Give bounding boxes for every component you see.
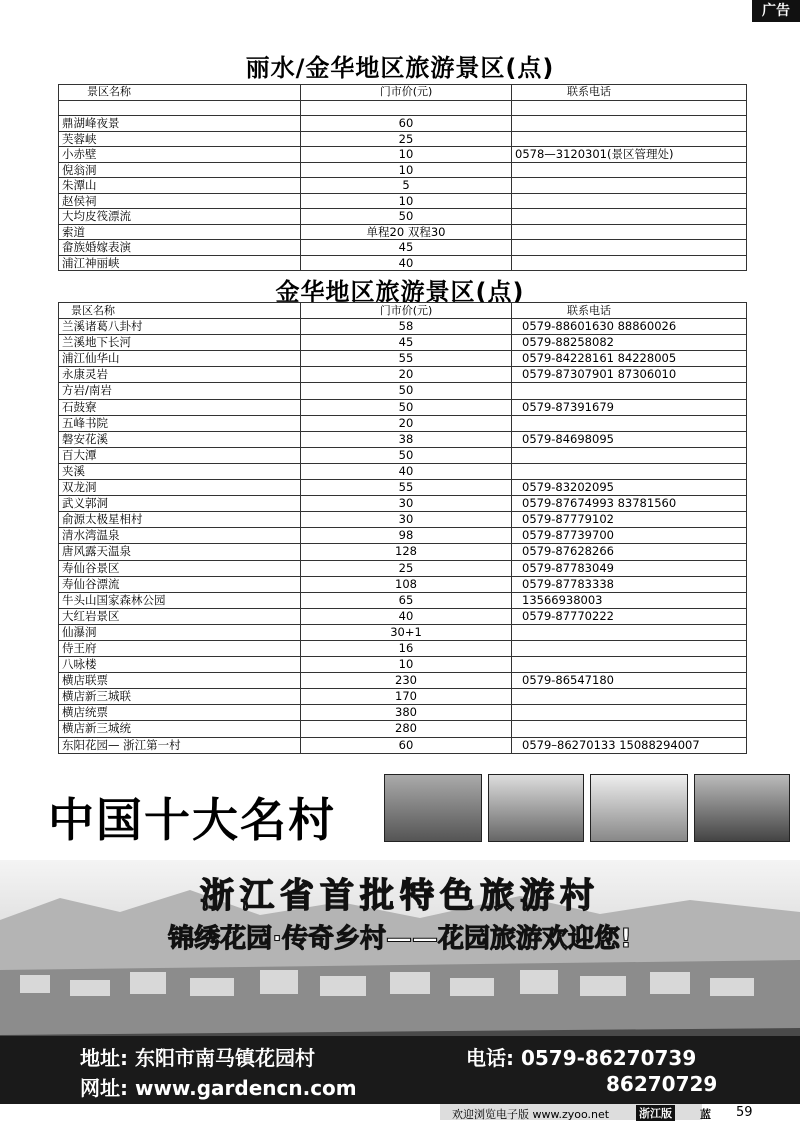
table-row — [59, 657, 747, 673]
lishui-table — [58, 84, 747, 271]
phone-cell — [512, 383, 747, 399]
table-row — [59, 335, 747, 351]
table-row — [59, 383, 747, 399]
phone-number-secondary: 86270729 — [606, 1072, 718, 1096]
ad-contact-bar — [0, 1036, 800, 1104]
phone-cell — [512, 463, 747, 479]
phone-cell: 13566938003 — [512, 592, 747, 608]
phone-cell — [512, 224, 747, 240]
address-label: 地址: — [80, 1046, 128, 1070]
scenic-name-cell: 武义郭洞 — [59, 496, 301, 512]
scenic-name-cell: 寿仙谷景区 — [59, 560, 301, 576]
scenic-name-cell: 索道 — [59, 224, 301, 240]
table-row — [59, 351, 747, 367]
price-cell: 98 — [301, 528, 512, 544]
scenic-name-cell: 鼎湖峰夜景 — [59, 116, 301, 132]
phone-cell — [512, 689, 747, 705]
phone-cell: 0579-87739700 — [512, 528, 747, 544]
scenic-name-cell: 方岩/南岩 — [59, 383, 301, 399]
ad-corner-tag: 广告 — [752, 0, 800, 22]
table-row — [59, 512, 747, 528]
price-cell: 38 — [301, 431, 512, 447]
price-cell: 170 — [301, 689, 512, 705]
phone-cell: 0579-88601630 88860026 — [512, 319, 747, 335]
scenic-name-cell: 浦江神丽峡 — [59, 255, 301, 271]
scenic-name-cell: 横店统票 — [59, 705, 301, 721]
phone-cell — [512, 705, 747, 721]
price-cell: 58 — [301, 319, 512, 335]
price-cell: 60 — [301, 116, 512, 132]
col-header-price: 门市价(元) — [301, 303, 512, 319]
footer-edition: 浙江版 — [636, 1105, 675, 1121]
phone-cell — [512, 415, 747, 431]
table-row — [59, 240, 747, 256]
price-cell: 10 — [301, 193, 512, 209]
price-cell: 25 — [301, 131, 512, 147]
phone-cell — [512, 100, 747, 116]
phone-cell — [512, 721, 747, 737]
table-row — [59, 399, 747, 415]
photo-boats — [488, 774, 584, 842]
price-cell: 30 — [301, 512, 512, 528]
price-cell: 45 — [301, 240, 512, 256]
col-header-name: 景区名称 — [59, 303, 301, 319]
table-row — [59, 131, 747, 147]
phone-cell: 0579-84698095 — [512, 431, 747, 447]
price-cell: 25 — [301, 560, 512, 576]
price-cell — [301, 100, 512, 116]
scenic-name-cell: 仙瀑洞 — [59, 624, 301, 640]
scenic-name-cell: 横店新三城统 — [59, 721, 301, 737]
phone-cell: 0579-87628266 — [512, 544, 747, 560]
price-cell: 45 — [301, 335, 512, 351]
scenic-name-cell: 五峰书院 — [59, 415, 301, 431]
table-row — [59, 224, 747, 240]
phone-cell — [512, 624, 747, 640]
table-row — [59, 255, 747, 271]
table-row — [59, 721, 747, 737]
table-row — [59, 178, 747, 194]
col-header-phone: 联系电话 — [512, 303, 747, 319]
table-row — [59, 209, 747, 225]
phone-cell — [512, 209, 747, 225]
phone-cell: 0579–86270133 15088294007 — [512, 737, 747, 753]
table-row — [59, 576, 747, 592]
price-cell: 108 — [301, 576, 512, 592]
table-row — [59, 560, 747, 576]
price-cell: 10 — [301, 657, 512, 673]
scenic-name-cell: 石鼓寮 — [59, 399, 301, 415]
table-row — [59, 705, 747, 721]
scenic-name-cell: 畲族婚嫁表演 — [59, 240, 301, 256]
scenic-name-cell: 大均皮筏漂流 — [59, 209, 301, 225]
phone-cell: 0579-87391679 — [512, 399, 747, 415]
section2-title: 金华地区旅游景区(点) — [275, 278, 525, 306]
price-cell: 20 — [301, 415, 512, 431]
table-row — [59, 673, 747, 689]
table-row — [59, 624, 747, 640]
phone-cell: 0579-83202095 — [512, 480, 747, 496]
phone-cell: 0578—3120301(景区管理处) — [512, 147, 747, 163]
scenic-name-cell: 磐安花溪 — [59, 431, 301, 447]
garden-village-ad — [0, 768, 800, 1122]
scenic-name-cell: 俞源太极星相村 — [59, 512, 301, 528]
table-row — [59, 319, 747, 335]
scenic-name-cell: 芙蓉峡 — [59, 131, 301, 147]
scenic-name-cell — [59, 100, 301, 116]
phone-cell — [512, 640, 747, 656]
scenic-name-cell: 横店新三城联 — [59, 689, 301, 705]
price-cell: 单程20 双程30 — [301, 224, 512, 240]
phone-cell: 0579-86547180 — [512, 673, 747, 689]
col-header-price: 门市价(元) — [301, 85, 512, 101]
scenic-name-cell: 大红岩景区 — [59, 608, 301, 624]
price-cell: 50 — [301, 399, 512, 415]
scenic-name-cell: 侍王府 — [59, 640, 301, 656]
price-cell: 380 — [301, 705, 512, 721]
phone-cell: 0579-87779102 — [512, 512, 747, 528]
price-cell: 40 — [301, 608, 512, 624]
phone-cell — [512, 193, 747, 209]
scenic-name-cell: 百大潭 — [59, 447, 301, 463]
website-label: 网址: — [80, 1076, 128, 1100]
price-cell: 16 — [301, 640, 512, 656]
price-cell: 280 — [301, 721, 512, 737]
price-cell: 20 — [301, 367, 512, 383]
scenic-name-cell: 牛头山国家森林公园 — [59, 592, 301, 608]
phone-cell: 0579-87307901 87306010 — [512, 367, 747, 383]
price-cell: 230 — [301, 673, 512, 689]
phone-cell: 0579-84228161 84228005 — [512, 351, 747, 367]
scenic-name-cell: 横店联票 — [59, 673, 301, 689]
price-cell: 55 — [301, 480, 512, 496]
table-row — [59, 100, 747, 116]
scenic-name-cell: 唐风露天温泉 — [59, 544, 301, 560]
phone-cell: 0579-87770222 — [512, 608, 747, 624]
scenic-name-cell: 寿仙谷漂流 — [59, 576, 301, 592]
table-row — [59, 544, 747, 560]
phone-cell — [512, 447, 747, 463]
scenic-name-cell: 小赤壁 — [59, 147, 301, 163]
table-row — [59, 592, 747, 608]
scenic-name-cell: 兰溪地下长河 — [59, 335, 301, 351]
table-row — [59, 116, 747, 132]
table-row — [59, 496, 747, 512]
phone-cell — [512, 657, 747, 673]
website-link[interactable]: www.gardencn.com — [134, 1076, 357, 1100]
price-cell: 50 — [301, 447, 512, 463]
price-cell: 128 — [301, 544, 512, 560]
scenic-name-cell: 兰溪诸葛八卦村 — [59, 319, 301, 335]
scenic-name-cell: 清水湾温泉 — [59, 528, 301, 544]
footer-welcome[interactable]: 欢迎浏览电子版 www.zyoo.net — [452, 1108, 610, 1121]
table-row — [59, 737, 747, 753]
table-row — [59, 480, 747, 496]
page-number: 59 — [736, 1105, 753, 1120]
scenic-name-cell: 朱潭山 — [59, 178, 301, 194]
price-cell: 10 — [301, 162, 512, 178]
table-row — [59, 367, 747, 383]
scenic-name-cell: 浦江仙华山 — [59, 351, 301, 367]
table-header-row — [59, 303, 747, 319]
address-text: 东阳市南马镇花园村 — [134, 1046, 315, 1070]
phone-cell: 0579-87783338 — [512, 576, 747, 592]
scenic-name-cell: 夹溪 — [59, 463, 301, 479]
footer-color-word: 蓝 — [700, 1108, 711, 1121]
phone-cell: 0579-87674993 83781560 — [512, 496, 747, 512]
photo-bridge — [694, 774, 790, 842]
ad-header-strip — [0, 768, 800, 860]
phone-label: 电话: — [466, 1046, 514, 1070]
page-footer — [0, 1102, 800, 1122]
table-row — [59, 528, 747, 544]
price-cell: 40 — [301, 255, 512, 271]
photo-plaza — [590, 774, 688, 842]
ad-slogan-secondary: 锦绣花园·传奇乡村——花园旅游欢迎您! — [168, 924, 632, 954]
price-cell: 50 — [301, 209, 512, 225]
section1-title: 丽水/金华地区旅游景区(点) — [245, 54, 555, 82]
phone-cell — [512, 240, 747, 256]
scenic-name-cell: 永康灵岩 — [59, 367, 301, 383]
table-row — [59, 147, 747, 163]
price-cell: 60 — [301, 737, 512, 753]
phone-cell — [512, 178, 747, 194]
phone-cell — [512, 162, 747, 178]
ad-headline: 中国十大名村 — [48, 793, 336, 847]
scenic-name-cell: 赵侯祠 — [59, 193, 301, 209]
price-cell: 55 — [301, 351, 512, 367]
price-cell: 40 — [301, 463, 512, 479]
price-cell: 10 — [301, 147, 512, 163]
table-row — [59, 193, 747, 209]
table-row — [59, 608, 747, 624]
scenic-name-cell: 双龙洞 — [59, 480, 301, 496]
price-cell: 5 — [301, 178, 512, 194]
col-header-name: 景区名称 — [59, 85, 301, 101]
table-row — [59, 431, 747, 447]
table-row — [59, 447, 747, 463]
ad-slogan-primary: 浙江省首批特色旅游村 — [200, 876, 600, 916]
table-row — [59, 640, 747, 656]
price-cell: 30+1 — [301, 624, 512, 640]
photo-trees — [384, 774, 482, 842]
price-cell: 50 — [301, 383, 512, 399]
table-row — [59, 162, 747, 178]
table-row — [59, 689, 747, 705]
scenic-name-cell: 倪翁洞 — [59, 162, 301, 178]
scenic-name-cell: 东阳花园— 浙江第一村 — [59, 737, 301, 753]
col-header-phone: 联系电话 — [512, 85, 747, 101]
phone-cell: 0579-87783049 — [512, 560, 747, 576]
price-cell: 30 — [301, 496, 512, 512]
scenic-name-cell: 八咏楼 — [59, 657, 301, 673]
table-row — [59, 415, 747, 431]
phone-cell: 0579-88258082 — [512, 335, 747, 351]
jinhua-table — [58, 302, 747, 754]
phone-cell — [512, 116, 747, 132]
phone-number-primary: 0579-86270739 — [520, 1046, 697, 1070]
table-row — [59, 463, 747, 479]
phone-cell — [512, 255, 747, 271]
table-header-row — [59, 85, 747, 101]
price-cell: 65 — [301, 592, 512, 608]
phone-cell — [512, 131, 747, 147]
